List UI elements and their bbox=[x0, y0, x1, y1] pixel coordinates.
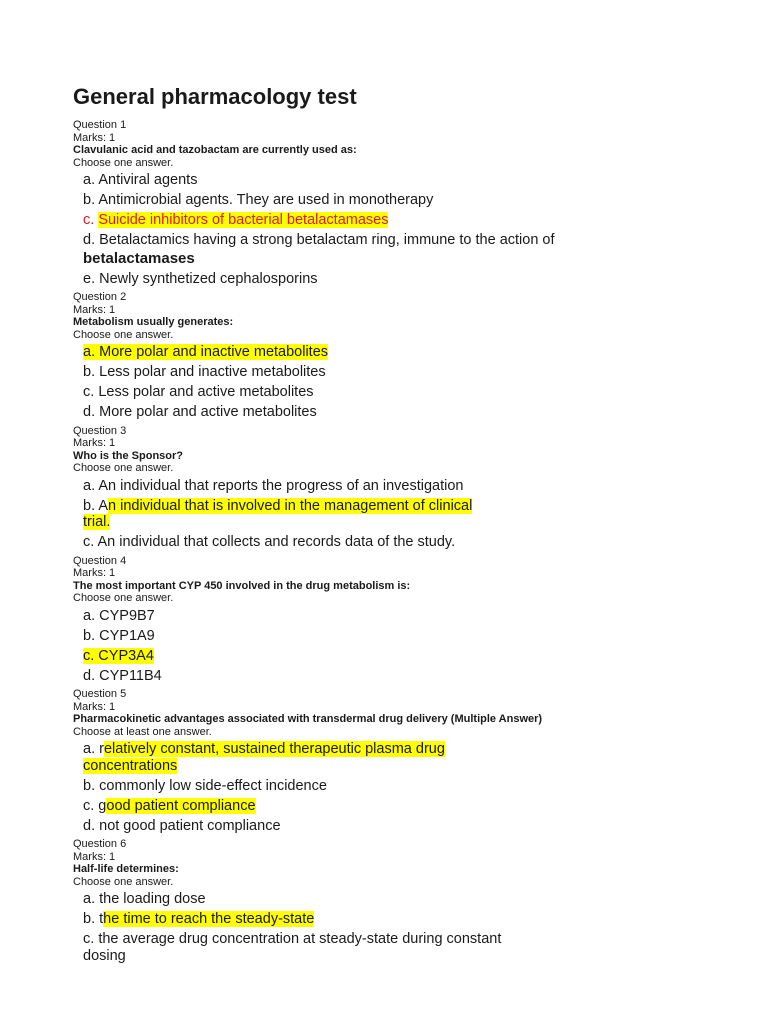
question-marks: Marks: 1 bbox=[73, 303, 116, 316]
answer-option-a[interactable] bbox=[83, 891, 713, 908]
page-title: General pharmacology test bbox=[73, 84, 357, 109]
question-text: Half-life determines: bbox=[73, 863, 179, 875]
answer-text: CYP9B7 bbox=[99, 607, 155, 624]
question-2 bbox=[73, 291, 713, 421]
answer-prefix: d. bbox=[83, 404, 100, 420]
answer-text: Newly synthetized cephalosporins bbox=[99, 270, 318, 287]
answer-text-continuation: betalactamases bbox=[83, 249, 195, 267]
answer-text: CYP1A9 bbox=[99, 627, 155, 644]
answer-option-a-correct[interactable] bbox=[83, 344, 713, 361]
answer-prefix: a. bbox=[83, 172, 99, 188]
answer-prefix: a. bbox=[83, 607, 100, 624]
answer-list bbox=[73, 891, 713, 964]
answer-prefix: b. bbox=[83, 364, 100, 380]
answer-option-c-correct[interactable] bbox=[83, 648, 713, 665]
question-text: Metabolism usually generates: bbox=[73, 316, 234, 328]
question-instruction: Choose at least one answer. bbox=[73, 725, 212, 738]
answer-text-highlighted: elatively constant, sustained therapeutic plasma drug bbox=[103, 741, 445, 757]
answer-text: Antiviral agents bbox=[98, 172, 198, 188]
answer-option-a[interactable] bbox=[83, 478, 713, 495]
question-marks: Marks: 1 bbox=[73, 437, 116, 449]
question-instruction: Choose one answer. bbox=[73, 875, 174, 888]
question-label: Question 5 bbox=[73, 688, 127, 700]
question-instruction: Choose one answer. bbox=[73, 328, 174, 341]
answer-text: Less polar and inactive metabolites bbox=[99, 364, 326, 380]
question-instruction: Choose one answer. bbox=[73, 592, 174, 604]
answer-text-highlighted: c. CYP3A4 bbox=[83, 647, 154, 664]
answer-list bbox=[73, 344, 713, 421]
answer-prefix: d. bbox=[83, 232, 100, 248]
answer-option-b[interactable] bbox=[83, 364, 713, 381]
question-label: Question 2 bbox=[73, 291, 127, 303]
answer-list bbox=[73, 478, 713, 551]
answer-prefix: d. bbox=[83, 667, 100, 684]
answer-option-a-correct[interactable] bbox=[83, 741, 713, 774]
answer-list bbox=[73, 172, 713, 287]
question-label: Question 4 bbox=[73, 554, 127, 567]
question-text: The most important CYP 450 involved in the drug metabolism is: bbox=[73, 579, 411, 592]
answer-prefix: c. bbox=[83, 931, 99, 947]
question-marks: Marks: 1 bbox=[73, 850, 116, 863]
question-5 bbox=[73, 688, 713, 834]
answer-text-highlighted: he time to reach the steady-state bbox=[103, 911, 315, 927]
document-page bbox=[73, 84, 713, 968]
answer-option-d[interactable] bbox=[83, 668, 713, 685]
question-4 bbox=[73, 555, 713, 685]
answer-option-b[interactable] bbox=[83, 192, 713, 209]
answer-text: An individual that collects and records data of the study. bbox=[97, 534, 456, 550]
answer-text-highlighted: Suicide inhibitors of bacterial betalactamases bbox=[98, 212, 389, 228]
answer-option-a[interactable] bbox=[83, 172, 713, 189]
question-label: Question 6 bbox=[73, 838, 127, 850]
answer-prefix: b. bbox=[83, 777, 100, 794]
answer-text: More polar and active metabolites bbox=[99, 404, 317, 420]
answer-text: Betalactamics having a strong betalactam ring, immune to the action of bbox=[99, 232, 555, 248]
answer-option-c[interactable] bbox=[83, 931, 713, 964]
answer-text-continuation: trial. bbox=[83, 514, 111, 530]
answer-text: Antimicrobial agents. They are used in monotherapy bbox=[98, 192, 434, 208]
answer-text: the average drug concentration at steady-state during constant bbox=[98, 931, 502, 947]
answer-prefix: c. bbox=[83, 212, 99, 228]
answer-prefix: c. bbox=[83, 534, 98, 550]
answer-text-highlighted: n individual that is involved in the management of clinical bbox=[108, 497, 473, 514]
answer-prefix: c. g bbox=[83, 797, 107, 814]
question-marks: Marks: 1 bbox=[73, 567, 116, 579]
answer-prefix: b. bbox=[83, 627, 100, 644]
question-text: Clavulanic acid and tazobactam are currently used as: bbox=[73, 144, 357, 156]
question-marks: Marks: 1 bbox=[73, 131, 116, 144]
answer-prefix: c. bbox=[83, 384, 99, 400]
answer-option-a[interactable] bbox=[83, 608, 713, 625]
answer-text: CYP11B4 bbox=[99, 667, 162, 684]
question-instruction: Choose one answer. bbox=[73, 462, 174, 474]
answer-option-c-correct[interactable] bbox=[83, 798, 713, 815]
question-label: Question 3 bbox=[73, 424, 127, 437]
answer-text-highlighted: More polar and inactive metabolites bbox=[99, 344, 329, 360]
answer-prefix: b. t bbox=[83, 911, 104, 927]
answer-option-b-correct[interactable] bbox=[83, 498, 713, 531]
question-1 bbox=[73, 119, 713, 287]
answer-prefix: b. bbox=[83, 192, 99, 208]
question-3 bbox=[73, 425, 713, 551]
answer-prefix: d. bbox=[83, 817, 100, 834]
answer-prefix: b. A bbox=[83, 497, 108, 514]
answer-prefix: a. bbox=[83, 344, 100, 360]
answer-option-e[interactable] bbox=[83, 271, 713, 288]
answer-option-d[interactable] bbox=[83, 818, 713, 835]
answer-option-d[interactable] bbox=[83, 232, 713, 267]
answer-option-c[interactable] bbox=[83, 384, 713, 401]
answer-text-continuation: dosing bbox=[83, 947, 126, 964]
answer-text: the loading dose bbox=[99, 891, 206, 907]
answer-option-b-correct[interactable] bbox=[83, 911, 713, 928]
answer-text-continuation: concentrations bbox=[83, 757, 178, 774]
answer-text: An individual that reports the progress of an investigation bbox=[98, 477, 464, 494]
answer-prefix: a. bbox=[83, 477, 99, 494]
answer-text-highlighted: ood patient compliance bbox=[106, 797, 256, 814]
answer-option-c-correct[interactable] bbox=[83, 212, 713, 229]
question-label: Question 1 bbox=[73, 119, 127, 131]
answer-prefix: a. bbox=[83, 891, 100, 907]
answer-text: not good patient compliance bbox=[99, 817, 281, 834]
answer-option-d[interactable] bbox=[83, 404, 713, 421]
answer-option-b[interactable] bbox=[83, 778, 713, 795]
answer-option-b[interactable] bbox=[83, 628, 713, 645]
answer-prefix: a. r bbox=[83, 741, 104, 757]
answer-text: commonly low side-effect incidence bbox=[99, 777, 327, 794]
answer-option-c[interactable] bbox=[83, 534, 713, 551]
question-text: Pharmacokinetic advantages associated with transdermal drug delivery (Multiple Answer) bbox=[73, 713, 543, 725]
answer-list bbox=[73, 608, 713, 685]
answer-text: Less polar and active metabolites bbox=[98, 384, 314, 400]
question-text: Who is the Sponsor? bbox=[73, 449, 183, 462]
question-marks: Marks: 1 bbox=[73, 700, 116, 713]
answer-prefix: e. bbox=[83, 270, 100, 287]
answer-list bbox=[73, 741, 713, 834]
question-6 bbox=[73, 838, 713, 964]
question-instruction: Choose one answer. bbox=[73, 156, 174, 169]
